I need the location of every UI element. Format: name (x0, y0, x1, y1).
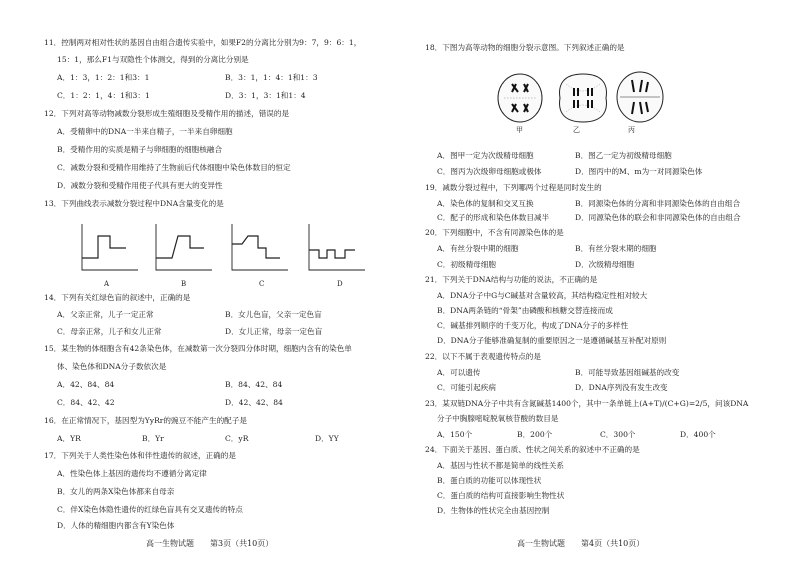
q13-graph-a (78, 222, 140, 274)
q13-label-b: B (181, 280, 187, 288)
q12-option-c: C．减数分裂和受精作用维持了生物前后代体细胞中染色体数目的恒定 (57, 163, 291, 172)
q23-stem-cont: 分子中胸腺嘧啶脱氧核苷酸的数目是 (437, 414, 559, 423)
q20-option-b: B．有丝分裂末期的细胞 (575, 244, 657, 253)
q14-option-d: D．女儿正常，母亲一定色盲 (225, 327, 323, 336)
q22-option-a: A．可以遗传 (437, 368, 481, 377)
q13-stem: 13．下列曲线表示减数分裂过程中DNA含量变化的是 (44, 199, 224, 208)
q16-option-a: A．YR (57, 434, 81, 443)
q23-option-d: D．400个 (680, 430, 716, 439)
q17-option-a: A．性染色体上基因的遗传均不遵循分离定律 (57, 469, 207, 478)
q13-graph-d (305, 222, 367, 274)
q24-option-b: B．蛋白质的功能可以体现性状 (437, 476, 542, 485)
q16-option-b: B．Yr (142, 434, 164, 443)
q13-label-c: C (259, 280, 265, 288)
q15-stem-cont: 体、染色体和DNA分子数依次是 (57, 362, 167, 371)
q23-option-c: C．300个 (600, 430, 636, 439)
q21-stem: 21．下列关于DNA结构与功能的说法，不正确的是 (425, 275, 598, 284)
q15-stem: 15．某生物的体细胞含有42条染色体，在减数第一次分裂四分体时期，细胞内含有的染色单 (44, 344, 352, 353)
q22-option-c: C．可能引起疾病 (437, 383, 496, 392)
q21-option-a: A．DNA分子中G与C碱基对含量较高，其结构稳定性相对较大 (437, 291, 648, 300)
q15-option-b: B．84、42、84 (225, 380, 283, 389)
q14-stem: 14．下列有关红绿色盲的叙述中，正确的是 (44, 293, 191, 302)
q18-stem: 18．下图为高等动物的细胞分裂示意图。下列叙述正确的是 (425, 43, 625, 52)
q16-stem: 16．在正常情况下，基因型为YyRr的豌豆不能产生的配子是 (44, 416, 247, 425)
q14-option-a: A．父亲正常，儿子一定正常 (57, 310, 154, 319)
q18-option-b: B．图乙一定为初级精母细胞 (575, 151, 672, 160)
q19-option-c: C．配子的形成和染色体数目减半 (437, 213, 550, 222)
q11-stem: 11．控制两对相对性状的基因自由组合遗传实验中，如果F2的分离比分别为9：7，9：6：1， (44, 38, 362, 47)
q11-option-b: B．3：1，1：4：1和1：3 (225, 73, 318, 82)
cell-diagram-yi (556, 72, 610, 124)
q22-option-d: D．DNA序列没有发生改变 (575, 383, 668, 392)
q16-option-c: C．yR (225, 434, 249, 443)
q11-stem-cont: 15：1，那么F1与双隐性个体测交，得到的分离比分别是 (57, 55, 249, 64)
q15-option-c: C．84、42、42 (57, 398, 115, 407)
q23-stem: 23．某双链DNA分子中共有含氮碱基1400个，其中一条单链上(A+T)/(C+G)=2/5，问该DNA (425, 399, 749, 408)
cell-diagram-bing (614, 70, 666, 124)
q23-option-b: B．200个 (517, 430, 553, 439)
q20-option-a: A．有丝分裂中期的细胞 (437, 244, 519, 253)
q21-option-b: B．DNA两条链的“骨架”由磷酸和核糖交替连接而成 (437, 306, 613, 315)
q20-stem: 20．下列细胞中，不含有同源染色体的是 (425, 228, 564, 237)
left-page-footer: 高一生物试题 第3页（共10页） (146, 539, 274, 548)
q24-stem: 24．下面关于基因、蛋白质、性状之间关系的叙述中不正确的是 (425, 445, 640, 454)
q17-stem: 17．下列关于人类性染色体和伴性遗传的叙述，正确的是 (44, 451, 236, 460)
q11-option-d: D．3：1，3：1和1：4 (225, 91, 306, 100)
q24-option-c: C．蛋白质的结构可直接影响生物性状 (437, 491, 565, 500)
q12-option-d: D．减数分裂和受精作用使子代具有更大的变异性 (57, 181, 223, 190)
q18-option-d: D．图丙中的M、m为一对同源染色体 (575, 167, 703, 176)
q12-option-a: A．受精卵中的DNA一半来自精子，一半来自卵细胞 (57, 127, 233, 136)
q22-option-b: B．可能导致基因组碱基的改变 (575, 368, 680, 377)
q12-option-b: B．受精作用的实质是精子与卵细胞的细胞核融合 (57, 145, 223, 154)
q11-option-a: A．1：3，1：2：1和3：1 (57, 73, 150, 82)
q16-option-d: D．YY (315, 434, 339, 443)
q15-option-d: D．42、42、84 (225, 398, 283, 407)
q17-option-c: C．伴X染色体隐性遗传的红绿色盲具有交叉遗传的特点 (57, 505, 243, 514)
q19-stem: 19．减数分裂过程中，下列哪两个过程是同时发生的 (425, 183, 602, 192)
q18-option-c: C．图丙为次级卵母细胞或极体 (437, 167, 542, 176)
q22-stem: 22．以下不属于表观遗传特点的是 (425, 352, 541, 361)
q21-option-c: C．碱基排列顺序的千变万化，构成了DNA分子的多样性 (437, 321, 629, 330)
q17-option-b: B．女儿的两条X染色体都来自母亲 (57, 487, 175, 496)
cell-diagram-jia (496, 72, 544, 124)
q11-option-c: C．1：2：1，4：1和3：1 (57, 91, 150, 100)
q24-option-d: D．生物体的性状完全由基因控制 (437, 506, 550, 515)
q15-option-a: A．42、84、84 (57, 380, 115, 389)
q12-stem: 12．下列对高等动物减数分裂形成生殖细胞及受精作用的描述，错误的是 (44, 109, 290, 118)
q17-option-d: D．人体的精细胞内都含有Y染色体 (57, 521, 175, 530)
q13-graph-b (152, 222, 214, 274)
cell-label-yi: 乙 (573, 126, 580, 134)
q19-option-b: B．同源染色体的分离和非同源染色体的自由组合 (575, 199, 741, 208)
q14-option-b: B．女儿色盲，父亲一定色盲 (225, 310, 322, 319)
q13-label-d: D (337, 280, 343, 288)
q13-graph-c (228, 222, 290, 274)
q19-option-a: A．染色体的复制和交叉互换 (437, 199, 534, 208)
right-page-footer: 高一生物试题 第4页（共10页） (517, 539, 645, 548)
q21-option-d: D．DNA分子能够准确复制的重要原因之一是遵循碱基互补配对原则 (437, 336, 667, 345)
cell-label-bing: 丙 (628, 126, 635, 134)
q23-option-a: A．150个 (437, 430, 473, 439)
q20-option-c: C．初级精母细胞 (437, 260, 496, 269)
cell-label-jia: 甲 (516, 126, 523, 134)
q24-option-a: A．基因与性状不都是简单的线性关系 (437, 461, 564, 470)
q14-option-c: C．母亲正常，儿子和女儿正常 (57, 327, 162, 336)
q19-option-d: D．同源染色体的联会和非同源染色体的自由组合 (575, 213, 741, 222)
q18-option-a: A．图甲一定为次级精母细胞 (437, 151, 534, 160)
q20-option-d: D．次级精母细胞 (575, 260, 635, 269)
q13-label-a: A (104, 280, 110, 288)
